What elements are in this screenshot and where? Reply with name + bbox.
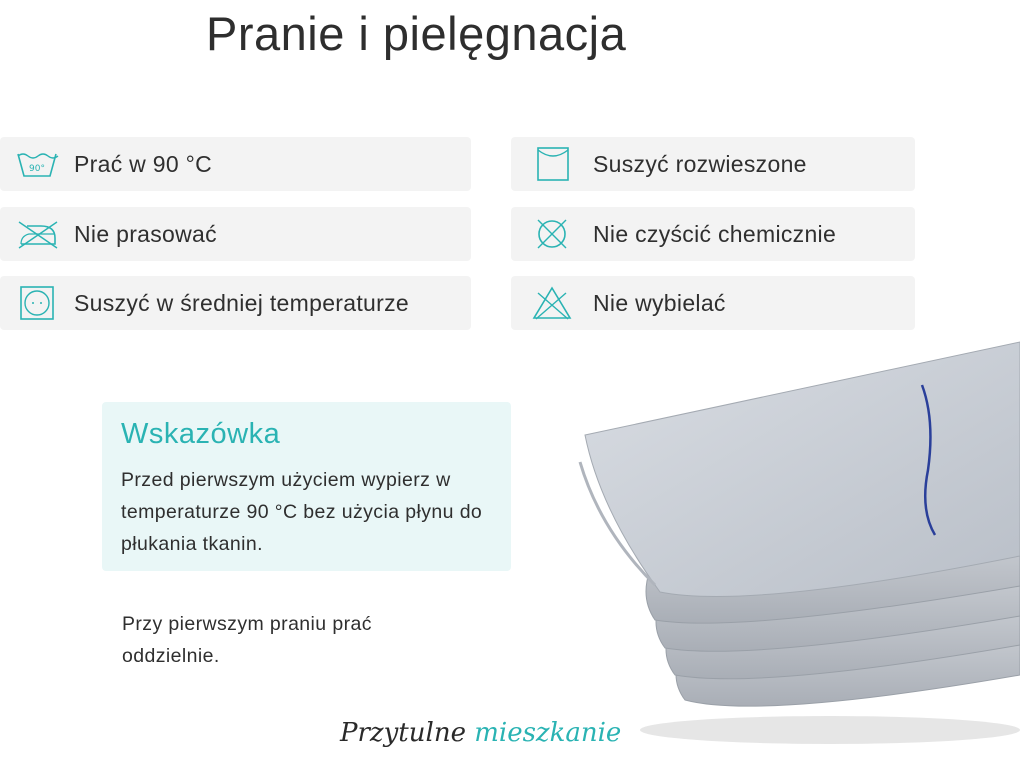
first-wash-note: Przy pierwszym praniu prać oddzielnie.: [122, 613, 372, 667]
brand-part2: mieszkanie: [474, 718, 622, 748]
brand-part1: Przytulne: [340, 718, 466, 748]
care-label: Suszyć w średniej temperaturze: [74, 289, 409, 316]
care-item-no-bleach: [511, 276, 915, 330]
care-item-line-dry: [511, 137, 915, 191]
brand-logo: [340, 718, 621, 748]
no-dry-clean-icon: [511, 207, 593, 261]
no-bleach-icon: [511, 276, 593, 330]
wash-90-icon: [0, 137, 74, 191]
care-label: Nie wybielać: [593, 289, 726, 316]
no-iron-icon: [0, 207, 74, 261]
tip-heading: Wskazówka: [121, 418, 281, 450]
care-label: Nie prasować: [74, 220, 217, 247]
line-dry-icon: [511, 137, 593, 191]
care-item-no-dry-clean: [511, 207, 915, 261]
folded-towels-image: [560, 330, 1020, 750]
care-label: Nie czyścić chemicznie: [593, 220, 837, 247]
tumble-dry-medium-icon: [0, 276, 74, 330]
care-label: Prać w 90 °C: [74, 150, 213, 177]
care-item-no-iron: [0, 207, 471, 261]
wash-90-icon-text: 90°: [29, 164, 45, 174]
care-item-wash-90: [0, 137, 471, 191]
tip-body: Przed pierwszym użyciem wypierz w temperaturze 90 °C bez użycia płynu do płukania tkanin.: [121, 469, 483, 555]
tip-box: [102, 402, 511, 571]
page-title: Pranie i pielęgnacja: [206, 7, 627, 60]
care-item-tumble-dry-medium: [0, 276, 471, 330]
care-label: Suszyć rozwieszone: [593, 150, 807, 177]
